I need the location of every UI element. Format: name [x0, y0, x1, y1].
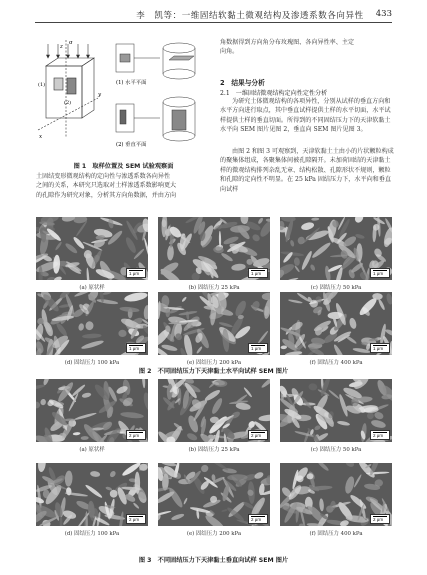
- sigma-label: σ: [69, 40, 73, 46]
- figure-3-sem-panel-c: [280, 379, 392, 442]
- figure-2-sem-panel-c: [280, 217, 392, 280]
- figure-3-sem-panel-b: [158, 379, 270, 442]
- left-column-paragraph: 土固结变形微观结构的定向性与渗透系数各向异性 之间的关系，本研究只选取对土样渗透系数影响更大 的孔隙作为研究对象，分析其方向角数据，并由方向: [36, 173, 177, 199]
- axis-z-label: z: [60, 44, 63, 50]
- figure-2-caption: 图 2 不同固结压力下天津黏土水平向试样 SEM 图片: [138, 368, 289, 375]
- figure-3-caption: 图 3 不同固结压力下天津黏土垂直向试样 SEM 图片: [138, 557, 289, 564]
- header-rule: [35, 22, 392, 23]
- right-column-paragraph-1: 角数据得到方向角分布玫瑰图、各向异性率、主定 向角。: [220, 39, 355, 56]
- scale-bar: 1 μm: [248, 268, 268, 278]
- scale-bar: 2 μm: [248, 514, 268, 524]
- scale-bar: 1 μm: [370, 343, 390, 353]
- figure-2-sem-panel-b: [158, 217, 270, 280]
- figure-2-sem-panel-a: [36, 217, 148, 280]
- figure-2-panel-label: (b) 固结压力 25 kPa: [188, 285, 240, 291]
- figure-3-panel-label: (b) 固结压力 25 kPa: [188, 447, 240, 453]
- figure-1-caption: 图 1 取样位置及 SEM 试验观察面: [73, 163, 174, 170]
- subsection-heading: 2.1 一维固结微观结构定向性定性分析: [220, 90, 328, 97]
- figure-3-panel-label: (a) 原状样: [79, 447, 105, 453]
- scale-bar: 2 μm: [370, 514, 390, 524]
- figure-1-schematic: [36, 38, 206, 156]
- right-column-paragraph-2: 为研究土体微观结构的各项异性，分别从试样的垂直方向和水平方向进行取点，其中垂直试样提供土样的水平切面，水平试样提供土样的垂直切面。所得到的不同固结压力下的天津软黏土水平向 SEM 图片见图 2，垂直向 SEM 图片见图 3。: [220, 98, 391, 134]
- figure-2-panel-label: (d) 固结压力 100 kPa: [64, 360, 120, 366]
- scale-bar: 2 μm: [248, 430, 268, 440]
- figure-2-panel-label: (a) 原状样: [79, 285, 105, 291]
- scale-bar: 1 μm: [248, 343, 268, 353]
- figure-3-panel-label: (c) 固结压力 50 kPa: [310, 447, 362, 453]
- figure-2-sem-panel-f: [280, 292, 392, 355]
- figure-3-sem-panel-e: [158, 463, 270, 526]
- scale-bar: 1 μm: [126, 343, 146, 353]
- marker-1: (1): [38, 82, 46, 88]
- running-header: [0, 9, 427, 23]
- figure-3-panel-label: (d) 固结压力 100 kPa: [64, 531, 120, 537]
- right-column-paragraph-3: 由图 2 和图 3 可观察到，天津软黏土土由小的片状颗粒构成的聚集体组成，各聚集体间被孔隙隔开。未加荷固结的天津黏土样的微观结构排列杂乱无章、结构松散、孔隙形状不规则，颗粒和孔隙的定向性不明显。在 25 kPa 固结压力下，水平向和垂直向试样: [220, 148, 394, 193]
- scale-bar: 2 μm: [126, 430, 146, 440]
- figure-2-panel-label: (e) 固结压力 200 kPa: [186, 360, 242, 366]
- figure-3-panel-label: (e) 固结压力 200 kPa: [186, 531, 242, 537]
- figure-3-sem-panel-a: [36, 379, 148, 442]
- figure-2-sem-panel-e: [158, 292, 270, 355]
- scale-bar: 2 μm: [126, 514, 146, 524]
- scale-bar: 2 μm: [370, 430, 390, 440]
- axis-y-label: y: [98, 92, 102, 98]
- scale-bar: 1 μm: [126, 268, 146, 278]
- figure-3-panel-label: (f) 固结压力 400 kPa: [309, 531, 363, 537]
- page-number: 433: [375, 9, 392, 19]
- figure-2-sem-panel-d: [36, 292, 148, 355]
- axis-x-label: x: [39, 134, 43, 140]
- label-vertical-plane: (2) 垂直平面: [116, 142, 147, 148]
- label-horizontal-plane: (1) 水平平面: [116, 80, 147, 86]
- scale-bar: 1 μm: [370, 268, 390, 278]
- marker-2: (2): [64, 100, 72, 106]
- figure-2-panel-label: (c) 固结压力 50 kPa: [310, 285, 362, 291]
- figure-3-sem-panel-d: [36, 463, 148, 526]
- running-header-authors: 李 凯等：一维固结软黏土微观结构及渗透系数各向异性: [136, 11, 364, 21]
- figure-2-panel-label: (f) 固结压力 400 kPa: [309, 360, 363, 366]
- section-heading: 2 结果与分析: [220, 79, 265, 87]
- figure-3-sem-panel-f: [280, 463, 392, 526]
